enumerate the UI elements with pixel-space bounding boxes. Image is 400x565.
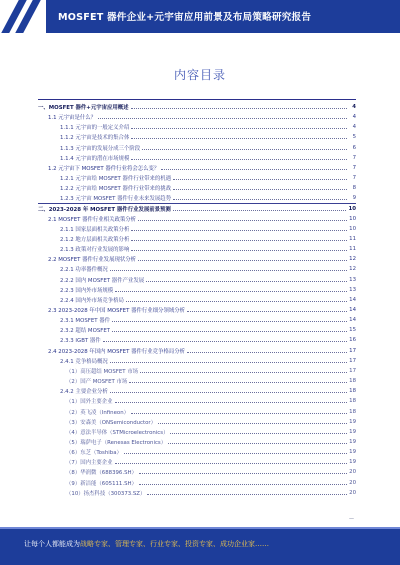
toc-entry[interactable] <box>60 153 356 163</box>
toc-entry-page: 17 <box>349 367 356 374</box>
toc-entry[interactable] <box>66 396 356 406</box>
page-mark: — <box>349 516 354 522</box>
toc-entry[interactable] <box>60 325 356 335</box>
toc-entry-title: （2）国产 MOSFET 市场 <box>66 379 128 386</box>
toc-entry[interactable] <box>48 214 356 224</box>
header-title: MOSFET 器件企业+元宇宙应用前景及布局策略研究报告 <box>58 12 312 23</box>
toc-entry-page: 7 <box>352 175 356 182</box>
toc-leader-dots <box>131 138 347 139</box>
toc-leader-dots <box>131 159 347 160</box>
toc-entry-title: 2.1.2 地方层面相关政策分析 <box>60 236 130 243</box>
toc-entry-title: 2.1.3 政策对行业发展的影响 <box>60 247 130 254</box>
toc-leader-dots <box>110 270 347 271</box>
toc-entry[interactable] <box>60 285 356 295</box>
toc-entry[interactable] <box>48 305 356 315</box>
toc-entry-page: 17 <box>349 347 356 354</box>
toc-leader-dots <box>161 169 347 170</box>
toc-leader-dots <box>158 423 347 424</box>
toc-entry[interactable] <box>48 254 356 264</box>
toc-leader-dots <box>115 402 347 403</box>
toc-leader-dots <box>173 179 347 180</box>
toc-title: 内容目录 <box>173 68 226 82</box>
toc-entry-page: 10 <box>349 215 356 222</box>
toc-entry-title: 2.2.3 国内外市场规模 <box>60 287 114 294</box>
toc-leader-dots <box>147 494 347 495</box>
toc-entry[interactable] <box>66 376 356 386</box>
toc-entry-title: 1.1.3 元宇宙的发展分成三个阶段 <box>60 145 141 152</box>
toc-leader-dots <box>146 281 347 282</box>
toc-entry-page: 12 <box>349 266 356 273</box>
report-header <box>0 0 400 33</box>
toc-entry-page: 19 <box>349 449 356 456</box>
toc-leader-dots <box>115 291 347 292</box>
toc-leader-dots <box>115 463 347 464</box>
toc-entry-page: 4 <box>352 104 356 110</box>
toc-leader-dots <box>131 128 347 129</box>
toc-leader-dots <box>131 230 347 231</box>
toc-entry-title: 2.1 MOSFET 器件行业相关政策分析 <box>48 216 137 223</box>
toc-entry[interactable] <box>38 102 356 112</box>
toc-leader-dots <box>173 189 347 190</box>
toc-entry-page: 19 <box>349 428 356 435</box>
toc-entry[interactable] <box>38 204 356 214</box>
toc-leader-dots <box>126 301 347 302</box>
footer-slogan-tail: 战略专家、管理专家、行业专家、投资专家、成功企业家…… <box>80 540 269 548</box>
toc-leader-dots <box>140 372 347 373</box>
toc-entry-page: 16 <box>349 337 356 344</box>
toc-entry-page: 4 <box>352 124 356 131</box>
toc-entry-page: 19 <box>349 418 356 425</box>
toc-entry-title: 二、2023-2028 年 MOSFET 器件行业发展前景预测 <box>38 206 171 213</box>
toc-entry[interactable] <box>66 437 356 447</box>
toc-entry-page: 18 <box>349 408 356 415</box>
footer-slogan-lead: 让每个人都能成为 <box>24 540 80 548</box>
toc-entry-page: 18 <box>349 378 356 385</box>
toc-entry[interactable] <box>66 407 356 417</box>
toc-leader-dots <box>98 118 347 119</box>
toc-entry[interactable] <box>60 335 356 345</box>
toc-entry-title: （1）国外主要企业 <box>66 399 113 406</box>
toc-entry-title: 1.2.1 元宇宙给 MOSFET 器件行业带来的机遇 <box>60 176 172 183</box>
toc-entry-title: 1.1.1 元宇宙的一般定义介绍 <box>60 125 130 132</box>
toc-entry-title: 1.2.3 元宇宙 MOSFET 器件行业未来发展趋势 <box>60 196 172 203</box>
toc-leader-dots <box>131 250 347 251</box>
toc-leader-dots <box>139 473 347 474</box>
toc-entry-page: 11 <box>349 235 356 242</box>
toc-entry-page: 14 <box>349 307 356 313</box>
toc-entry[interactable] <box>66 467 356 477</box>
toc-leader-dots <box>110 392 347 393</box>
section-rule <box>38 203 356 204</box>
toc-entry[interactable] <box>60 234 356 244</box>
toc-entry[interactable] <box>60 183 356 193</box>
toc-leader-dots <box>170 433 347 434</box>
toc-leader-dots <box>129 382 347 383</box>
toc-entry-title: 1.2.2 元宇宙给 MOSFET 器件行业带来的挑战 <box>60 186 172 193</box>
toc-entry[interactable] <box>60 193 356 203</box>
toc-entry[interactable] <box>66 417 356 427</box>
toc-entry-title: 2.3.1 MOSFET 器件 <box>60 318 111 325</box>
toc-entry-title: （2）英飞凌（Infineon） <box>66 409 130 416</box>
report-footer <box>0 527 400 565</box>
toc-entry-page: 8 <box>352 185 356 192</box>
toc-leader-dots <box>131 413 347 414</box>
toc-entry-title: （8）华润微（688396.SH） <box>66 470 137 477</box>
toc-entry-page: 14 <box>349 317 356 324</box>
toc-entry[interactable] <box>48 163 356 173</box>
toc-leader-dots <box>112 321 347 322</box>
toc-entry-page: 19 <box>349 459 356 466</box>
toc-entry[interactable] <box>60 173 356 183</box>
toc-entry-title: 1.1.2 元宇宙是技术的集合体 <box>60 135 130 142</box>
toc-leader-dots <box>110 362 347 363</box>
toc-entry-title: 2.2.2 国内 MOSFET 器件产业发展 <box>60 277 145 284</box>
toc-entry-page: 18 <box>349 398 356 405</box>
toc-entry-page: 10 <box>349 225 356 232</box>
toc-leader-dots <box>103 341 347 342</box>
toc-entry[interactable] <box>60 122 356 132</box>
toc-entry-title: 2.2.4 国内外市场竞争格局 <box>60 297 124 304</box>
toc-entry[interactable] <box>60 386 356 396</box>
toc-leader-dots <box>138 220 347 221</box>
toc-entry-title: 2.3.2 超结 MOSFET <box>60 328 111 335</box>
toc-leader-dots <box>187 352 347 353</box>
toc-leader-dots <box>124 453 347 454</box>
toc-entry-page: 15 <box>349 327 356 334</box>
toc-entry-title: （9）新洁能（605111.SH） <box>66 480 137 487</box>
toc-entry[interactable] <box>60 224 356 234</box>
toc-entry-title: 1.2 元宇宙下 MOSFET 器件行业将会怎么变？ <box>48 165 160 172</box>
footer-slogan <box>24 539 376 549</box>
toc-entry-page: 7 <box>352 154 356 161</box>
toc-entry-page: 17 <box>349 357 356 364</box>
toc-entry-title: （10）扬杰科技（300373.SZ） <box>66 490 146 497</box>
toc-leader-dots <box>168 443 347 444</box>
toc-leader-dots <box>173 210 347 211</box>
toc-entry[interactable] <box>60 264 356 274</box>
toc-leader-dots <box>138 260 347 261</box>
toc-entry-title: 2.3.3 IGBT 器件 <box>60 338 101 345</box>
toc-entry-title: （5）瑞萨电子（Renesas Electronics） <box>66 439 167 446</box>
toc-leader-dots <box>173 199 347 200</box>
toc-entry[interactable] <box>48 112 356 122</box>
toc-entry-page: 10 <box>348 205 356 212</box>
header-decoration <box>0 0 46 33</box>
toc-top-rule <box>38 99 356 100</box>
footer-edge <box>0 527 400 529</box>
toc-entry-title: 2.3 2023-2028 年中国 MOSFET 器件行业细分领域分析 <box>48 308 186 314</box>
toc-entry-page: 14 <box>349 296 356 303</box>
toc-entry-page: 20 <box>349 469 356 476</box>
toc-entry[interactable] <box>60 132 356 142</box>
toc-entry-title: （6）东芝（Toshiba） <box>66 450 122 457</box>
toc-leader-dots <box>112 331 347 332</box>
toc-leader-dots <box>139 484 347 485</box>
toc-entry-title: （3）安森美（ONSemiconductor） <box>66 419 157 426</box>
toc-entry-page: 5 <box>352 134 356 141</box>
toc-entry-page: 19 <box>349 438 356 445</box>
toc-entry-page: 9 <box>352 195 356 202</box>
toc-entry-title: 2.4 2023-2028 年国内 MOSFET 器件行业竞争格局分析 <box>48 348 186 355</box>
toc-entry[interactable] <box>60 295 356 305</box>
toc-entry[interactable] <box>66 447 356 457</box>
toc-entry-page: 4 <box>352 114 356 121</box>
toc-entry[interactable] <box>60 275 356 285</box>
toc-leader-dots <box>142 149 347 150</box>
toc-entry-page: 12 <box>349 256 356 263</box>
toc-entry-title: 2.2 MOSFET 器件行业发展现状分析 <box>48 257 137 264</box>
toc-entry[interactable] <box>48 346 356 356</box>
toc-entry-page: 13 <box>349 286 356 293</box>
toc-entry-page: 18 <box>349 388 356 395</box>
toc-leader-dots <box>131 108 347 109</box>
toc-entry[interactable] <box>66 488 356 498</box>
toc-entry[interactable] <box>60 244 356 254</box>
toc-leader-dots <box>131 240 347 241</box>
toc-entry[interactable] <box>60 315 356 325</box>
toc-entry-title: 1.1.4 元宇宙的潜在市场规模 <box>60 155 130 162</box>
toc-entry-title: 一、MOSFET 器件+元宇宙应用概述 <box>38 105 129 111</box>
toc-entry-page: 7 <box>352 164 356 171</box>
toc-entry-title: 2.4.2 主要企业分析 <box>60 389 108 396</box>
toc-entry[interactable] <box>66 478 356 488</box>
toc-entry-title: （7）国内主要企业 <box>66 460 113 467</box>
toc-entry-page: 6 <box>352 144 356 151</box>
toc-entry[interactable] <box>60 143 356 153</box>
toc-entry-title: （4）意法半导体（STMicroelectronics） <box>66 429 169 436</box>
toc-entry-title: 2.4.1 竞争格局概况 <box>60 358 108 365</box>
toc-entry-title: （1）高压超结 MOSFET 市场 <box>66 368 139 375</box>
toc-entry-page: 20 <box>349 489 356 496</box>
toc-entry-title: 1.1 元宇宙是什么？ <box>48 115 97 122</box>
toc-entry-page: 11 <box>349 246 356 253</box>
toc-entry-title: 2.1.1 国家层面相关政策分析 <box>60 226 130 233</box>
toc-entry-title: 2.2.1 功率器件概况 <box>60 267 108 274</box>
toc-entry[interactable] <box>66 457 356 467</box>
toc-entry-page: 20 <box>349 479 356 486</box>
toc-entry-page: 13 <box>349 276 356 283</box>
toc-entry[interactable] <box>66 366 356 376</box>
toc-entry[interactable] <box>60 356 356 366</box>
toc-entry[interactable] <box>66 427 356 437</box>
toc-leader-dots <box>187 311 347 312</box>
